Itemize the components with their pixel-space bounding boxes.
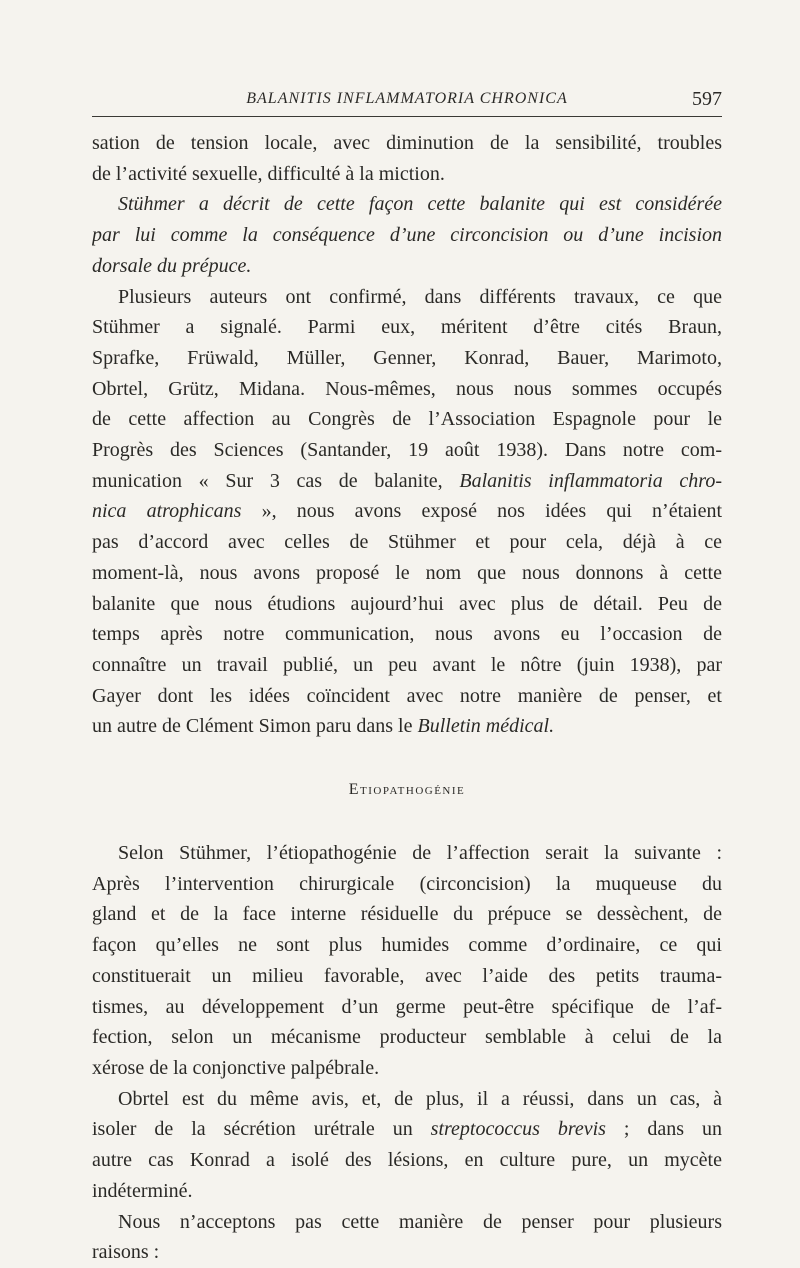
text-line: raisons : [92,1241,160,1264]
paragraph-6 [92,1207,722,1268]
text-line: gland et de la face interne résiduelle du prépuce se dessèchent, de [92,903,722,926]
text-line [92,466,722,497]
running-title: BALANITIS INFLAMMATORIA CHRONICA [246,90,568,107]
text-line: fection, selon un mécanisme producteur semblable à celui de la [92,1026,722,1049]
text-line: autre cas Konrad a isolé des lésions, en culture pure, un mycète [92,1149,722,1172]
paragraph-3 [92,282,722,743]
text-line: sation de tension locale, avec diminution de la sensibilité, troubles [92,132,722,154]
text-line [92,496,722,527]
text-line [92,1114,722,1145]
text-line: pas d’accord avec celles de Stühmer et pour cela, déjà à ce [92,531,722,554]
text-line: temps après notre communication, nous avons eu l’occasion de [92,623,722,646]
italic-title: nica atrophicans [92,500,242,523]
text-line [92,711,722,742]
text-line: connaître un travail publié, un peu avant le nôtre (juin 1938), par [92,653,722,676]
text-line: Sprafke, Früwald, Müller, Genner, Konrad, Bauer, Marimoto, [92,346,722,369]
text-line: Stühmer a décrit de cette façon cette balanite qui est considérée [118,193,722,216]
text-line: de cette affection au Congrès de l’Association Espagnole pour le [92,408,722,431]
text-line: Plusieurs auteurs ont confirmé, dans différents travaux, ce que [118,285,722,308]
paragraph-2 [92,189,722,281]
header-rule [92,116,722,117]
page-number: 597 [692,88,722,110]
text-line: Nous n’acceptons pas cette manière de penser pour plusieurs [118,1210,722,1233]
text-line: xérose de la conjonctive palpébrale. [92,1056,380,1079]
text-line: constituerait un milieu favorable, avec l’aide des petits trauma- [92,964,722,987]
text-line: Obrtel est du même avis, et, de plus, il a réussi, dans un cas, à [118,1087,722,1110]
text-line: Obrtel, Grütz, Midana. Nous-mêmes, nous nous sommes occupés [92,377,722,400]
text-run: ; dans un [623,1118,722,1141]
paragraph-5 [92,1084,722,1207]
text-line: façon qu’elles ne sont plus humides comme d’ordinaire, ce qui [92,934,722,957]
paragraph-4 [92,838,722,1084]
text-line: moment-là, nous avons proposé le nom que nous donnons à cette [92,561,722,584]
text-line: par lui comme la conséquence d’une circoncision ou d’une incision [92,224,722,247]
text-run: », nous avons exposé nos idées qui n’étaient [261,500,722,523]
text-run: munication « Sur 3 cas de balanite, [92,469,443,492]
paragraph-1 [92,128,722,189]
text-line: de l’activité sexuelle, difficulté à la miction. [92,162,445,185]
text-line: indéterminé. [92,1179,193,1202]
text-line: Selon Stühmer, l’étiopathogénie de l’affection serait la suivante : [118,842,722,865]
text-line: Gayer dont les idées coïncident avec notre manière de penser, et [92,684,722,707]
body-text [92,128,722,1268]
text-line: Stühmer a signalé. Parmi eux, méritent d’être cités Braun, [92,316,722,339]
text-line: tismes, au développement d’un germe peut-être spécifique de l’af- [92,995,722,1018]
section-heading: Etiopathogénie [348,781,466,799]
text-run: isoler de la sécrétion urétrale un [92,1118,413,1141]
text-line: balanite que nous étudions aujourd’hui avec plus de détail. Peu de [92,592,722,615]
text-run: un autre de Clément Simon paru dans le [92,715,413,738]
text-line: Progrès des Sciences (Santander, 19 août 1938). Dans notre com- [92,439,722,462]
running-head [92,84,722,114]
text-line: dorsale du prépuce. [92,254,252,277]
italic-title: Balanitis inflammatoria chro- [459,469,722,492]
italic-species: streptococcus brevis [430,1118,606,1141]
text-line: Après l’intervention chirurgicale (circoncision) la muqueuse du [92,872,722,895]
italic-title: Bulletin médical. [417,715,555,738]
